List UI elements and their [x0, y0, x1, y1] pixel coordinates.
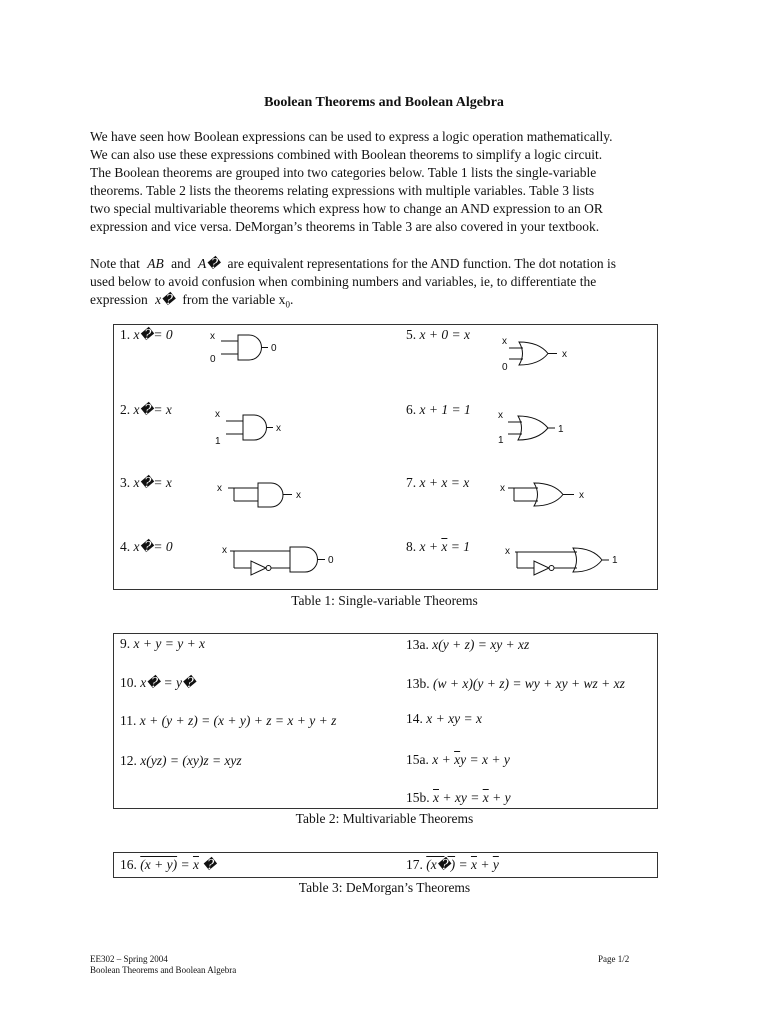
note-text: Note that: [90, 256, 140, 271]
expr-part: =: [177, 857, 193, 872]
theorem-4: [120, 539, 173, 555]
theorem-8: [406, 539, 470, 555]
and-gate-inverter-icon: [218, 542, 348, 580]
theorem-15b: [406, 790, 511, 806]
gate-output-label: x: [276, 423, 281, 434]
expr-complement: $\overline{x}$: [482, 790, 489, 805]
expr-complement: (x�): [426, 857, 456, 872]
gate-output-label: 0: [328, 555, 334, 566]
expr-complement: $\overline{x}$: [433, 790, 439, 805]
theorem-13b: [406, 676, 625, 692]
expr-part: x +: [432, 752, 455, 767]
intro-line: expression and vice versa. DeMorgan’s theorems in Table 3 are also covered in your textbook.: [90, 219, 600, 234]
note-math-x: x�: [155, 292, 175, 307]
theorem-expression: x + xy = x: [426, 711, 482, 726]
gate-input-label: 1: [498, 435, 504, 446]
expr-complement: $\overline{x}$: [454, 752, 461, 767]
note-text: expression: [90, 292, 148, 307]
note-line: used below to avoid confusion when combining numbers and variables, ie, to differentiate the: [90, 274, 597, 289]
theorem-expression: x + y = y + x: [133, 636, 206, 651]
note-text: .: [289, 292, 294, 307]
theorem-number: 12.: [120, 753, 137, 768]
gate-input-label: 1: [215, 436, 221, 447]
theorem-number: 13a.: [406, 637, 429, 652]
theorem-number: 4.: [120, 539, 131, 554]
theorem-13a: [406, 637, 529, 653]
gate-output-label: 1: [558, 424, 564, 435]
intro-line: The Boolean theorems are grouped into two categories below. Table 1 lists the single-variable: [90, 165, 597, 180]
theorem-expression: x + 1 = 1: [419, 402, 471, 417]
note-subscript: 0: [285, 299, 290, 310]
theorem-11: [120, 713, 336, 729]
theorem-expression: [140, 857, 216, 872]
expr-part: = 1: [447, 539, 470, 554]
intro-line: We can also use these expressions combined with Boolean theorems to simplify a logic circuit.: [90, 147, 603, 162]
gate-input-label: x: [222, 545, 227, 556]
expr-complement: $\overline{x}$: [470, 857, 477, 872]
theorem-number: 3.: [120, 475, 131, 490]
gate-output-label: 0: [271, 343, 277, 354]
expr-part: =: [455, 857, 471, 872]
footer-course: EE302 – Spring 2004: [90, 954, 168, 964]
gate-input-label: x: [498, 410, 503, 421]
theorem-number: 1.: [120, 327, 131, 342]
table2-caption: Table 2: Multivariable Theorems: [295, 811, 474, 826]
expr-complement: $\overline{x}$: [192, 857, 199, 872]
theorem-number: 14.: [406, 711, 423, 726]
expr-complement: (x + y): [140, 857, 178, 872]
theorem-expression: x(yz) = (xy)z = xyz: [140, 753, 242, 768]
expr-part: x +: [419, 539, 442, 554]
gate-input-label: x: [210, 331, 215, 342]
gate-output-label: x: [562, 349, 567, 360]
or-gate-icon: [494, 406, 574, 448]
theorem-expression: (w + x)(y + z) = wy + xy + wz + xz: [433, 676, 625, 691]
footer-left: [90, 954, 236, 976]
theorem-number: 10.: [120, 675, 137, 690]
intro-line: two special multivariable theorems which express how to change an AND expression to an OR: [90, 201, 603, 216]
gate-input-label: x: [505, 546, 510, 557]
gate-input-label: x: [217, 483, 222, 494]
theorem-expression: [426, 857, 499, 872]
theorem-number: 16.: [120, 857, 137, 872]
theorem-expression: x�= 0: [133, 539, 173, 554]
theorem-expression: x + x = x: [419, 475, 470, 490]
theorem-expression: x�= 0: [133, 327, 173, 342]
theorem-number: 6.: [406, 402, 417, 417]
theorem-number: 11.: [120, 713, 137, 728]
note-paragraph: [90, 255, 690, 314]
theorem-number: 7.: [406, 475, 417, 490]
expr-part: y = x + y: [460, 752, 510, 767]
expr-part: �: [198, 857, 217, 872]
or-gate-inverter-icon: [503, 543, 628, 581]
table1-caption: Table 1: Single-variable Theorems: [291, 593, 478, 608]
and-gate-icon: [214, 478, 314, 514]
theorem-16: [120, 857, 216, 873]
theorem-number: 5.: [406, 327, 417, 342]
or-gate-icon: [497, 333, 577, 373]
theorem-5: [406, 327, 470, 343]
theorem-number: 9.: [120, 636, 131, 651]
gate-output-label: x: [579, 490, 584, 501]
expr-part: +: [476, 857, 493, 872]
theorem-number: 2.: [120, 402, 131, 417]
theorem-expression: [432, 752, 510, 767]
gate-output-label: 1: [612, 555, 618, 566]
page-number: Page 1/2: [598, 954, 630, 964]
expr-complement: $\overline{x}$: [441, 539, 448, 554]
gate-input-label: x: [500, 483, 505, 494]
theorem-1: [120, 327, 173, 343]
intro-line: theorems. Table 2 lists the theorems relating expressions with multiple variables. Table 3 lists: [90, 183, 595, 198]
theorem-expression: x�= x: [133, 402, 172, 417]
or-gate-icon: [496, 478, 596, 514]
gate-input-label: 0: [210, 354, 216, 365]
theorem-expression: x(y + z) = xy + xz: [432, 637, 530, 652]
gate-input-label: x: [215, 409, 220, 420]
theorem-9: [120, 636, 205, 652]
theorem-12: [120, 753, 242, 769]
theorem-6: [406, 402, 471, 418]
theorem-2: [120, 402, 172, 418]
note-math-adot: A�: [198, 256, 221, 271]
theorem-expression: x + (y + z) = (x + y) + z = x + y + z: [139, 713, 337, 728]
intro-paragraph: [90, 128, 690, 236]
theorem-15a: [406, 752, 510, 768]
and-gate-icon: [205, 328, 295, 368]
theorem-expression: x� = y�: [140, 675, 196, 690]
note-text: are equivalent representations for the AND function. The dot notation is: [227, 256, 616, 271]
theorem-expression: [433, 790, 511, 805]
theorem-7: [406, 475, 469, 491]
footer-doc-title: Boolean Theorems and Boolean Algebra: [90, 965, 237, 975]
note-text: and: [171, 256, 191, 271]
gate-input-label: x: [502, 336, 507, 347]
expr-part: + xy =: [439, 790, 483, 805]
intro-line: We have seen how Boolean expressions can be used to express a logic operation mathematically.: [90, 129, 613, 144]
theorem-14: [406, 711, 482, 727]
theorem-10: [120, 675, 196, 691]
theorem-17: [406, 857, 499, 873]
theorem-expression: [420, 539, 470, 554]
theorem-3: [120, 475, 172, 491]
gate-input-label: 0: [502, 362, 508, 373]
theorem-expression: x�= x: [133, 475, 172, 490]
theorem-expression: x + 0 = x: [419, 327, 470, 342]
note-math-ab: AB: [147, 256, 164, 271]
gate-output-label: x: [296, 490, 301, 501]
theorem-number: 13b.: [406, 676, 430, 691]
theorem-number: 8.: [406, 539, 417, 554]
page-title: Boolean Theorems and Boolean Algebra: [264, 95, 504, 110]
table3-caption: Table 3: DeMorgan’s Theorems: [298, 880, 471, 895]
theorem-number: 15b.: [406, 790, 430, 805]
and-gate-icon: [210, 404, 300, 448]
theorem-number: 15a.: [406, 752, 429, 767]
expr-part: + y: [488, 790, 511, 805]
note-text: from the variable x: [182, 292, 286, 307]
theorem-number: 17.: [406, 857, 423, 872]
expr-complement: $\overline{y}$: [492, 857, 499, 872]
